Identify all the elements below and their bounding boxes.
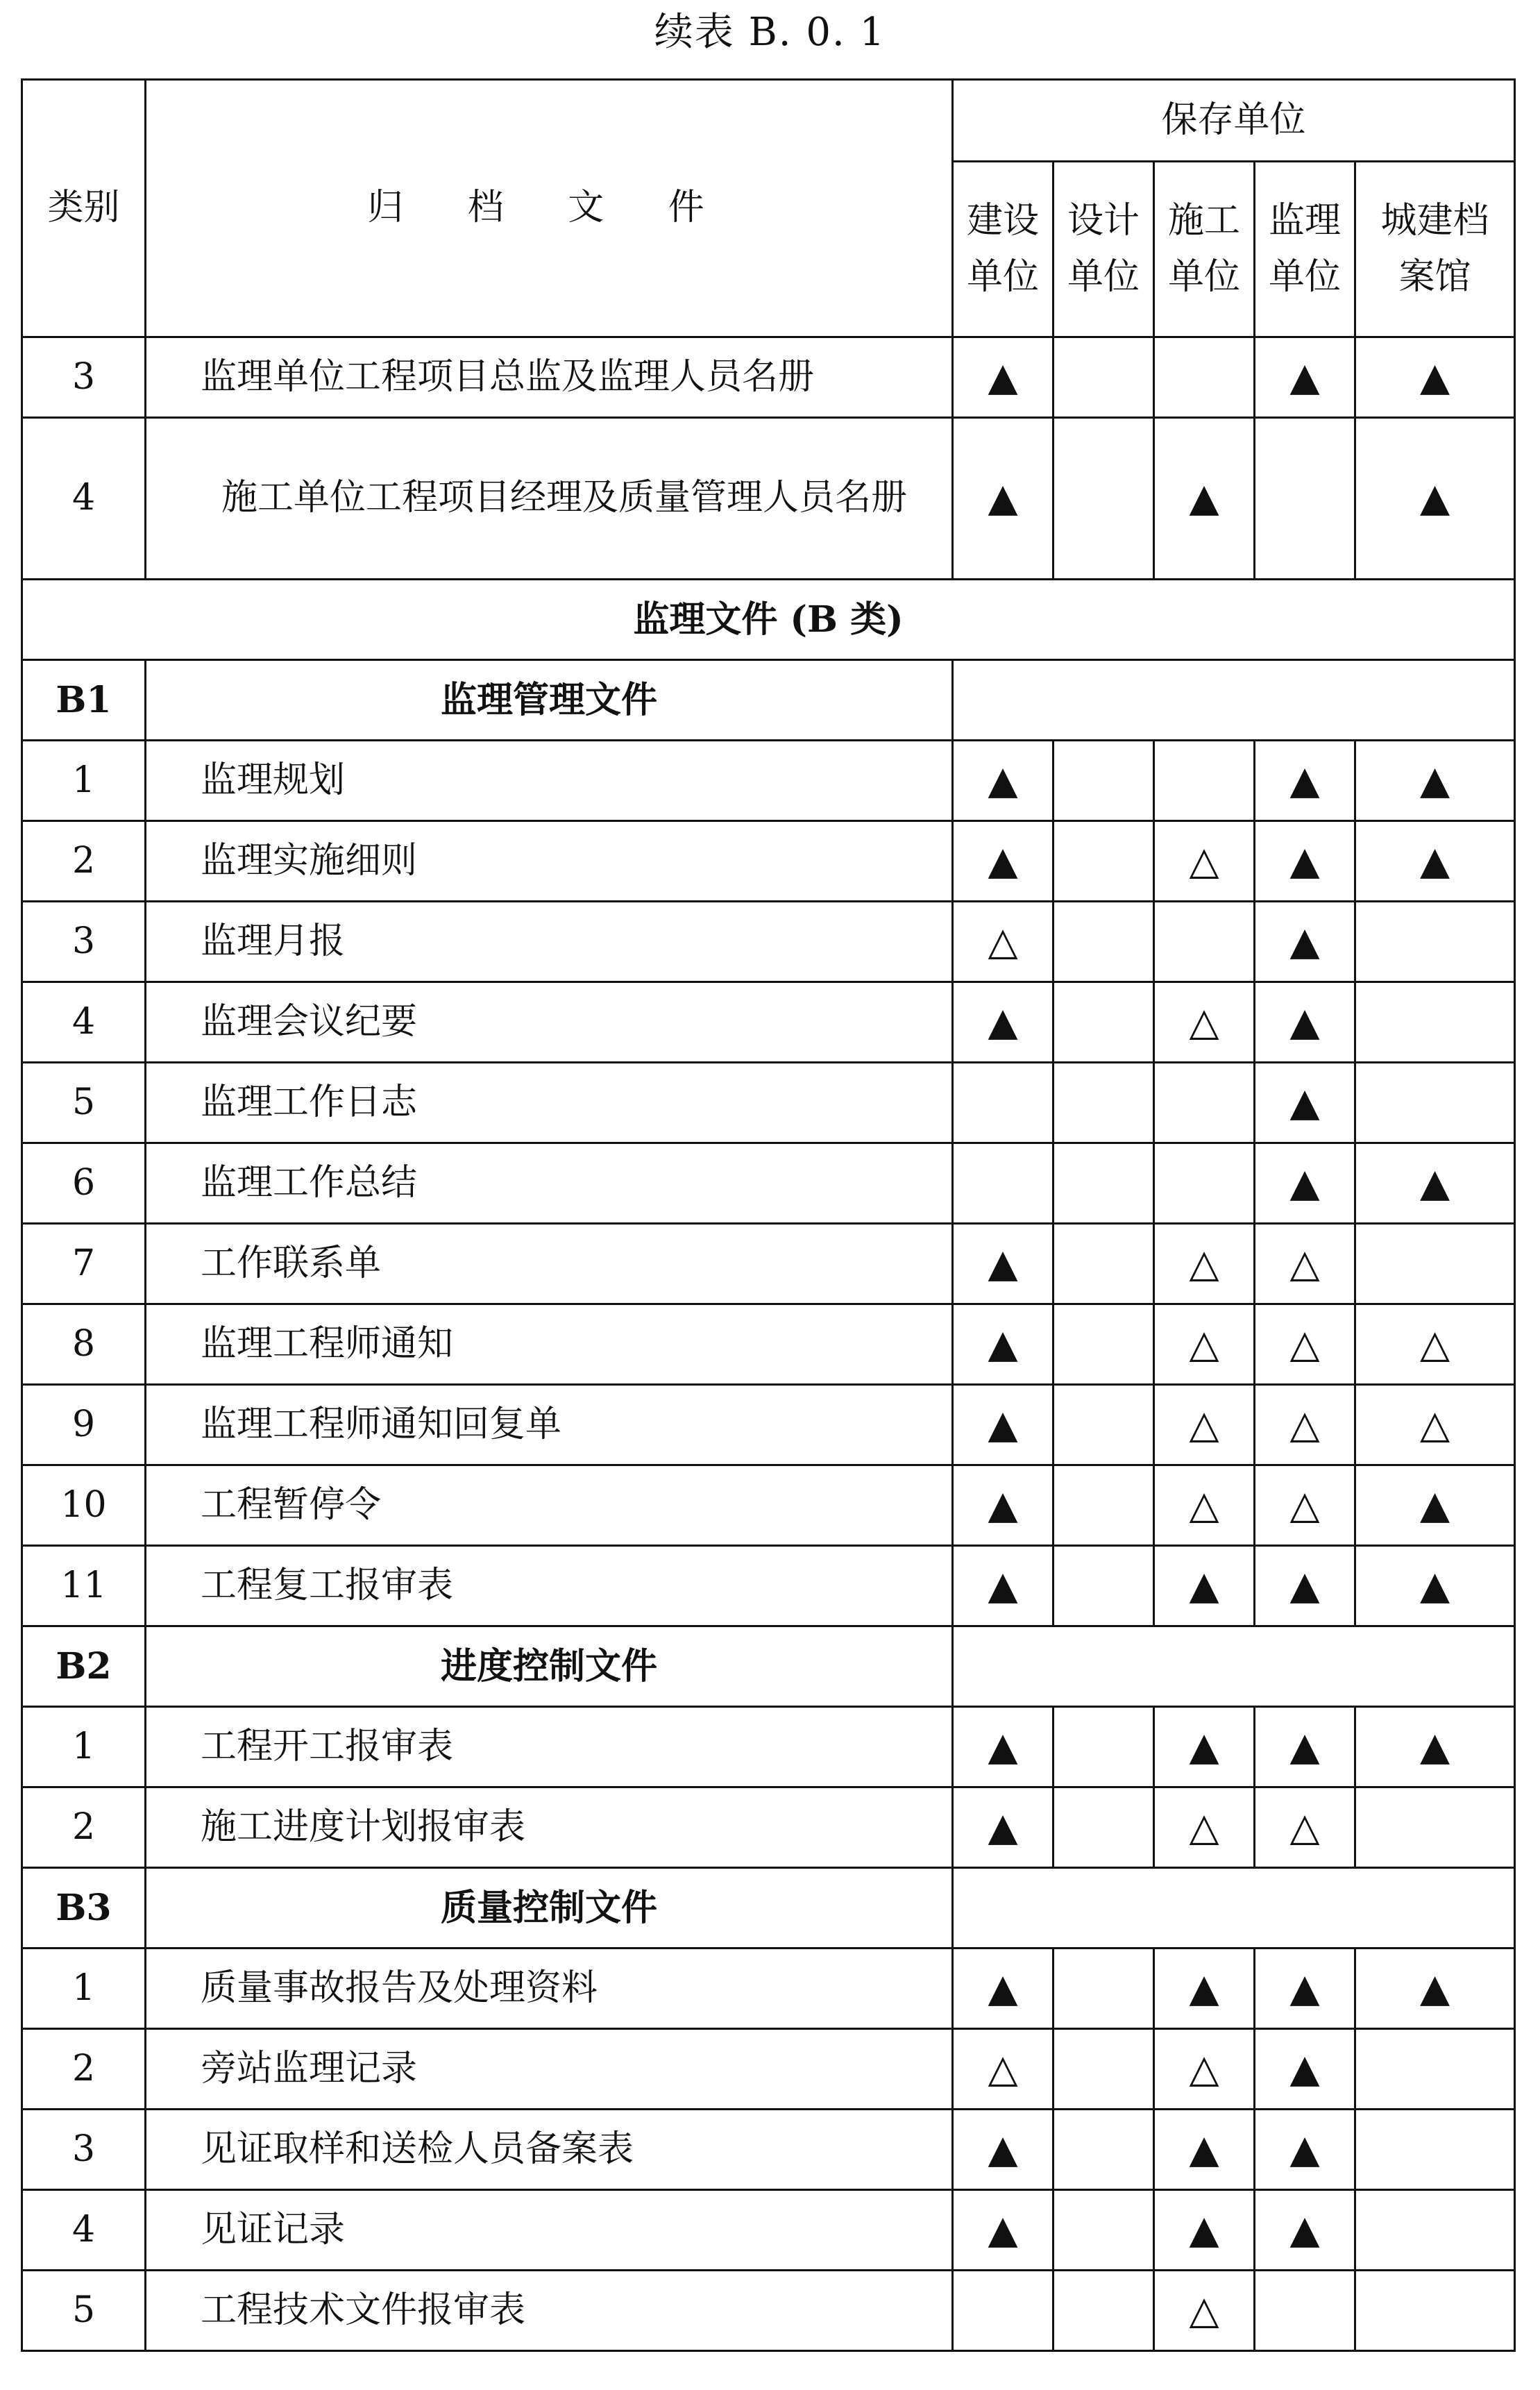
table-row: [22, 2029, 1515, 2110]
header-unit: 城建档 案馆: [1355, 162, 1515, 337]
table-row: [22, 1143, 1515, 1224]
storage-mark: ▲: [1154, 2190, 1255, 2271]
row-id: 5: [22, 2271, 146, 2351]
group-title: 进度控制文件: [146, 1626, 953, 1707]
row-id: 6: [22, 1143, 146, 1224]
storage-mark: [1054, 2190, 1154, 2271]
document-name: 见证取样和送检人员备案表: [146, 2110, 953, 2190]
table-row: [22, 1385, 1515, 1465]
storage-mark: △: [1255, 1385, 1355, 1465]
storage-mark: △: [1154, 1304, 1255, 1385]
table-row: [22, 2271, 1515, 2351]
header-unit: 设计 单位: [1054, 162, 1154, 337]
document-name: 工作联系单: [146, 1224, 953, 1304]
storage-mark: [953, 1143, 1054, 1224]
storage-mark: [1054, 1546, 1154, 1626]
document-name: 监理工程师通知: [146, 1304, 953, 1385]
table-row: [22, 821, 1515, 902]
table-row: [22, 982, 1515, 1063]
table-body: [22, 337, 1515, 2351]
storage-mark: ▲: [1255, 2110, 1355, 2190]
group-id: B3: [22, 1868, 146, 1949]
storage-mark: ▲: [1154, 418, 1255, 580]
storage-mark: [1054, 1707, 1154, 1787]
document-name: 监理会议纪要: [146, 982, 953, 1063]
row-id: 8: [22, 1304, 146, 1385]
header-category: 类别: [22, 80, 146, 337]
group-units-empty: [953, 660, 1515, 741]
table-row: [22, 1707, 1515, 1787]
table-row: [22, 1868, 1515, 1949]
storage-mark: △: [1355, 1385, 1515, 1465]
storage-mark: △: [1154, 2271, 1255, 2351]
table-row: [22, 2110, 1515, 2190]
document-name: 工程开工报审表: [146, 1707, 953, 1787]
table-row: [22, 1304, 1515, 1385]
row-id: 7: [22, 1224, 146, 1304]
group-title: 监理管理文件: [146, 660, 953, 741]
storage-mark: [1054, 2110, 1154, 2190]
storage-mark: [953, 1063, 1054, 1143]
row-id: 2: [22, 821, 146, 902]
group-units-empty: [953, 1868, 1515, 1949]
storage-mark: ▲: [1255, 2029, 1355, 2110]
storage-mark: [953, 2271, 1054, 2351]
storage-mark: [1054, 2271, 1154, 2351]
storage-mark: ▲: [1355, 1465, 1515, 1546]
table-row: [22, 1063, 1515, 1143]
storage-mark: [1054, 741, 1154, 821]
row-id: 2: [22, 2029, 146, 2110]
storage-mark: [1355, 1063, 1515, 1143]
row-id: 4: [22, 418, 146, 580]
storage-mark: ▲: [1255, 1949, 1355, 2029]
document-name: 见证记录: [146, 2190, 953, 2271]
table-row: [22, 1787, 1515, 1868]
storage-mark: [1054, 1224, 1154, 1304]
storage-mark: [1054, 418, 1154, 580]
storage-mark: [1054, 1143, 1154, 1224]
storage-mark: ▲: [1154, 1546, 1255, 1626]
row-id: 1: [22, 741, 146, 821]
storage-mark: △: [1154, 1385, 1255, 1465]
storage-mark: [1255, 2271, 1355, 2351]
header-storage-units: 保存单位: [953, 80, 1515, 162]
storage-mark: [1355, 1787, 1515, 1868]
storage-mark: [1355, 2110, 1515, 2190]
storage-mark: ▲: [1255, 821, 1355, 902]
storage-mark: ▲: [953, 2190, 1054, 2271]
storage-mark: ▲: [1154, 1707, 1255, 1787]
storage-mark: △: [1255, 1304, 1355, 1385]
storage-mark: ▲: [953, 2110, 1054, 2190]
storage-mark: [1054, 337, 1154, 418]
row-id: 9: [22, 1385, 146, 1465]
storage-mark: △: [1154, 821, 1255, 902]
document-name: 监理月报: [146, 902, 953, 982]
archive-table: [21, 78, 1516, 2352]
storage-mark: △: [953, 902, 1054, 982]
storage-mark: ▲: [1355, 337, 1515, 418]
storage-mark: ▲: [953, 1707, 1054, 1787]
storage-mark: ▲: [1255, 982, 1355, 1063]
table-row: [22, 1949, 1515, 2029]
header-unit: 监理 单位: [1255, 162, 1355, 337]
storage-mark: ▲: [1255, 902, 1355, 982]
document-name: 工程技术文件报审表: [146, 2271, 953, 2351]
storage-mark: [1054, 1465, 1154, 1546]
document-name: 工程复工报审表: [146, 1546, 953, 1626]
document-name: 监理工作日志: [146, 1063, 953, 1143]
storage-mark: ▲: [953, 1546, 1054, 1626]
storage-mark: ▲: [1255, 1063, 1355, 1143]
table-row: [22, 337, 1515, 418]
table-row: [22, 1626, 1515, 1707]
storage-mark: [1054, 821, 1154, 902]
row-id: 10: [22, 1465, 146, 1546]
storage-mark: [1355, 1224, 1515, 1304]
storage-mark: △: [1154, 1224, 1255, 1304]
table-row: [22, 580, 1515, 660]
storage-mark: [1355, 902, 1515, 982]
table-row: [22, 741, 1515, 821]
storage-mark: [1054, 982, 1154, 1063]
header-document: 归 档 文 件: [146, 80, 953, 337]
section-title: 监理文件 (B 类): [22, 580, 1515, 660]
storage-mark: [1154, 902, 1255, 982]
row-id: 11: [22, 1546, 146, 1626]
storage-mark: [1255, 418, 1355, 580]
storage-mark: ▲: [953, 741, 1054, 821]
document-name: 施工单位工程项目经理及质量管理人员名册: [146, 418, 953, 580]
table-row: [22, 902, 1515, 982]
table-row: [22, 2190, 1515, 2271]
table-row: [22, 1465, 1515, 1546]
group-id: B2: [22, 1626, 146, 1707]
storage-mark: ▲: [1255, 1707, 1355, 1787]
row-id: 4: [22, 982, 146, 1063]
group-id: B1: [22, 660, 146, 741]
header-unit: 建设 单位: [953, 162, 1054, 337]
document-name: 监理工作总结: [146, 1143, 953, 1224]
storage-mark: [1355, 2271, 1515, 2351]
document-name: 监理单位工程项目总监及监理人员名册: [146, 337, 953, 418]
storage-mark: ▲: [1355, 1143, 1515, 1224]
storage-mark: [1054, 902, 1154, 982]
storage-mark: ▲: [1154, 1949, 1255, 2029]
storage-mark: [1054, 1385, 1154, 1465]
storage-mark: ▲: [953, 1787, 1054, 1868]
storage-mark: ▲: [953, 1304, 1054, 1385]
row-id: 4: [22, 2190, 146, 2271]
storage-mark: ▲: [1355, 1546, 1515, 1626]
storage-mark: [1054, 1063, 1154, 1143]
storage-mark: ▲: [953, 1385, 1054, 1465]
storage-mark: △: [1154, 982, 1255, 1063]
table-row: [22, 1224, 1515, 1304]
storage-mark: ▲: [953, 1949, 1054, 2029]
storage-mark: [1054, 2029, 1154, 2110]
document-name: 监理规划: [146, 741, 953, 821]
storage-mark: ▲: [1355, 821, 1515, 902]
storage-mark: ▲: [1255, 1143, 1355, 1224]
table-row: [22, 660, 1515, 741]
storage-mark: ▲: [1255, 2190, 1355, 2271]
document-name: 旁站监理记录: [146, 2029, 953, 2110]
storage-mark: [1355, 2029, 1515, 2110]
document-name: 质量事故报告及处理资料: [146, 1949, 953, 2029]
storage-mark: ▲: [1255, 337, 1355, 418]
storage-mark: △: [953, 2029, 1054, 2110]
storage-mark: △: [1154, 2029, 1255, 2110]
table-row: [22, 418, 1515, 580]
storage-mark: △: [1355, 1304, 1515, 1385]
row-id: 3: [22, 902, 146, 982]
document-name: 监理工程师通知回复单: [146, 1385, 953, 1465]
storage-mark: [1355, 982, 1515, 1063]
storage-mark: ▲: [953, 1465, 1054, 1546]
storage-mark: [1355, 2190, 1515, 2271]
storage-mark: ▲: [1255, 741, 1355, 821]
storage-mark: △: [1154, 1465, 1255, 1546]
document-name: 工程暂停令: [146, 1465, 953, 1546]
storage-mark: [1054, 1304, 1154, 1385]
storage-mark: △: [1255, 1787, 1355, 1868]
storage-mark: ▲: [953, 418, 1054, 580]
group-units-empty: [953, 1626, 1515, 1707]
row-id: 5: [22, 1063, 146, 1143]
storage-mark: [1154, 1143, 1255, 1224]
row-id: 1: [22, 1949, 146, 2029]
row-id: 1: [22, 1707, 146, 1787]
storage-mark: ▲: [1355, 418, 1515, 580]
storage-mark: ▲: [953, 337, 1054, 418]
storage-mark: ▲: [953, 821, 1054, 902]
row-id: 3: [22, 337, 146, 418]
storage-mark: [1154, 1063, 1255, 1143]
storage-mark: ▲: [1154, 2110, 1255, 2190]
storage-mark: ▲: [1355, 741, 1515, 821]
storage-mark: [1054, 1949, 1154, 2029]
row-id: 2: [22, 1787, 146, 1868]
document-name: 施工进度计划报审表: [146, 1787, 953, 1868]
storage-mark: ▲: [1255, 1546, 1355, 1626]
storage-mark: [1154, 337, 1255, 418]
header-unit: 施工 单位: [1154, 162, 1255, 337]
storage-mark: △: [1255, 1224, 1355, 1304]
storage-mark: ▲: [1355, 1707, 1515, 1787]
table-caption: 续表 B. 0. 1: [654, 10, 886, 55]
document-name: 监理实施细则: [146, 821, 953, 902]
row-id: 3: [22, 2110, 146, 2190]
storage-mark: ▲: [953, 982, 1054, 1063]
storage-mark: ▲: [953, 1224, 1054, 1304]
group-title: 质量控制文件: [146, 1868, 953, 1949]
storage-mark: [1054, 1787, 1154, 1868]
storage-mark: ▲: [1355, 1949, 1515, 2029]
storage-mark: [1154, 741, 1255, 821]
storage-mark: △: [1255, 1465, 1355, 1546]
storage-mark: △: [1154, 1787, 1255, 1868]
table-row: [22, 1546, 1515, 1626]
